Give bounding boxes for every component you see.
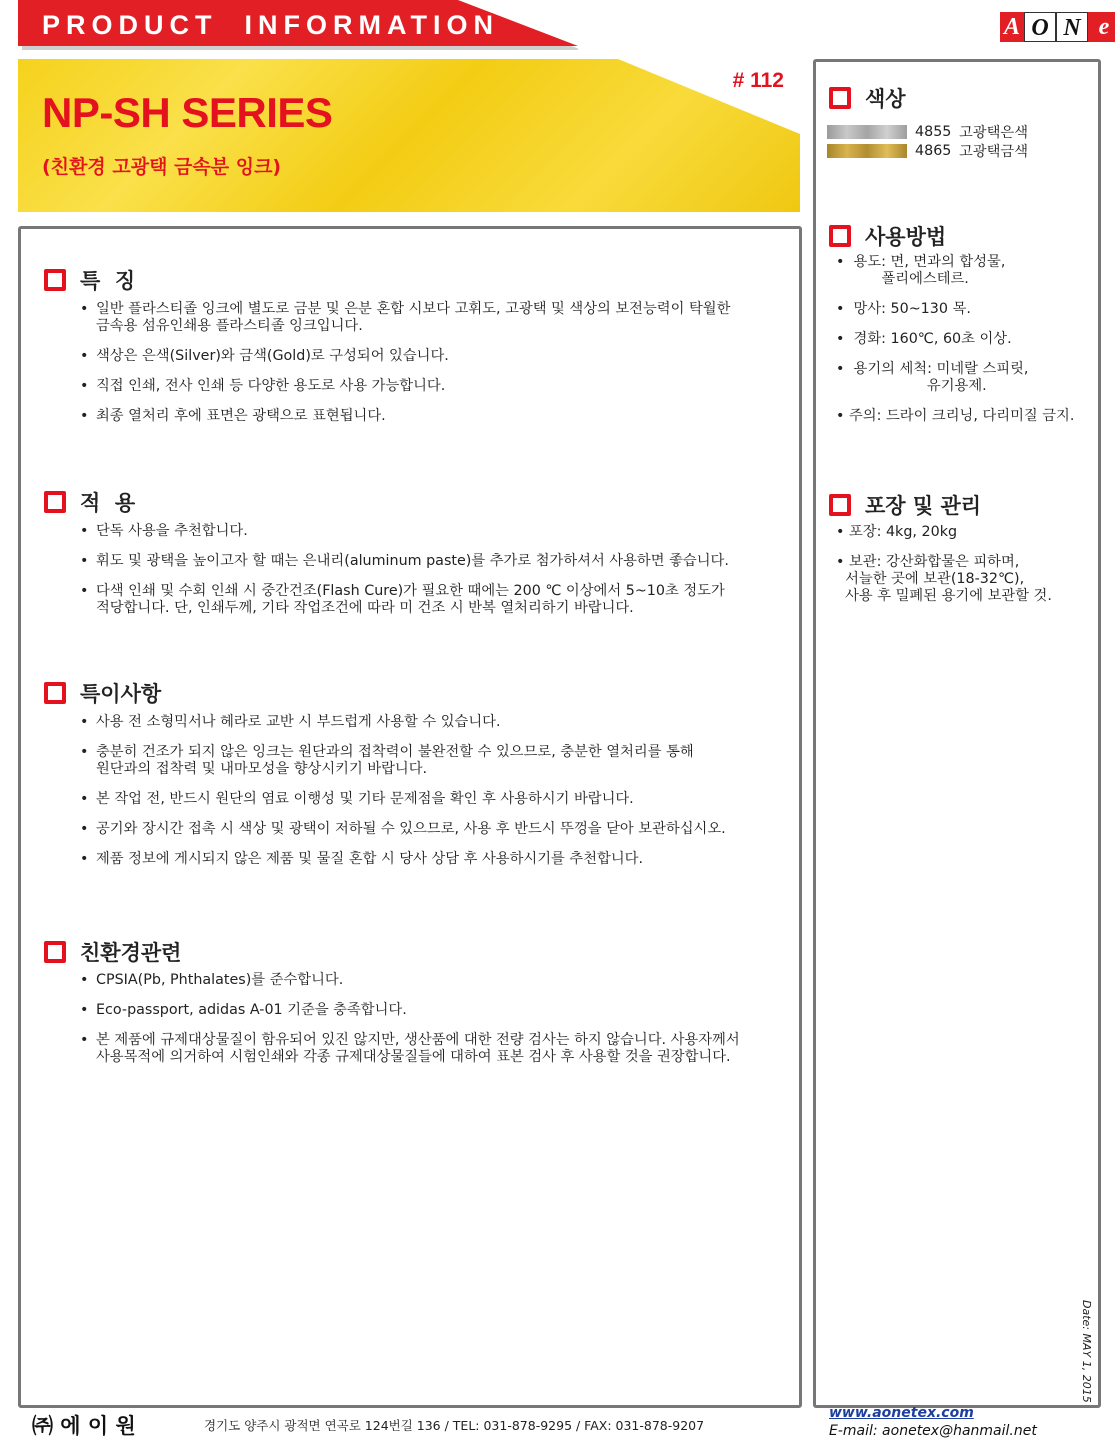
product-title: NP-SH SERIES <box>42 89 333 136</box>
logo-letter-o: O <box>1024 12 1056 42</box>
features-heading <box>44 265 135 295</box>
packaging-heading <box>829 490 981 520</box>
red-square-icon <box>829 494 851 516</box>
list-item: • 본 작업 전, 반드시 원단의 염료 이행성 및 기타 문제점을 확인 후 사용하시기 바랍니다. <box>80 791 780 808</box>
notes-heading <box>44 678 161 708</box>
color-code: 4855 <box>915 124 952 140</box>
list-item: • 직접 인쇄, 전사 인쇄 등 다양한 용도로 사용 가능합니다. <box>80 378 780 395</box>
color-code: 4865 <box>915 143 952 159</box>
list-item: • 최종 열처리 후에 표면은 광택으로 표현됩니다. <box>80 408 780 425</box>
list-item: • 경화: 160℃, 60초 이상. <box>836 331 1012 347</box>
eco-list <box>80 972 790 1079</box>
red-square-icon <box>829 225 851 247</box>
eco-title: 친환경관련 <box>80 941 182 965</box>
color-row-gold <box>827 141 1028 161</box>
red-square-icon <box>44 491 66 513</box>
list-item: • 본 제품에 규제대상물질이 함유되어 있진 않지만, 생산품에 대한 전량 검사는 하지 않습니다. 사용자께서 사용목적에 의거하여 시험인쇄와 각종 규제대상물질들에 대하여 표본 검사 후 사용할 것을 권장합니다. <box>80 1032 790 1066</box>
gold-swatch <box>827 144 907 158</box>
issue-date: Date: MAY 1, 2015 <box>1080 1300 1093 1403</box>
company-name: ㈜ 에 이 원 <box>32 1414 136 1438</box>
usage-heading <box>829 221 946 251</box>
notes-title: 특이사항 <box>80 682 162 706</box>
application-list <box>80 523 780 630</box>
application-title: 적 용 <box>80 491 136 515</box>
list-item: • 용기의 세척: 미네랄 스피릿, 유기용제. <box>836 361 1029 394</box>
application-heading <box>44 487 135 517</box>
website-link[interactable]: www.aonetex.com <box>829 1405 974 1421</box>
color-row-silver <box>827 122 1028 142</box>
company-address: 경기도 양주시 광적면 연곡로 124번길 136 / TEL: 031-878-9295 / FAX: 031-878-9207 <box>204 1418 705 1433</box>
packaging-list <box>836 524 1052 618</box>
colors-title: 색상 <box>865 87 906 111</box>
silver-swatch <box>827 125 907 139</box>
email-address: E-mail: aonetex@hanmail.net <box>829 1423 1037 1439</box>
list-item: • 색상은 은색(Silver)와 금색(Gold)로 구성되어 있습니다. <box>80 348 780 365</box>
list-item: • 주의: 드라이 크리닝, 다리미질 금지. <box>836 408 1075 424</box>
red-square-icon <box>829 87 851 109</box>
usage-title: 사용방법 <box>865 225 947 249</box>
list-item: • 포장: 4kg, 20kg <box>836 524 958 540</box>
packaging-title: 포장 및 관리 <box>865 494 982 518</box>
red-square-icon <box>44 682 66 704</box>
list-item: • 다색 인쇄 및 수회 인쇄 시 중간건조(Flash Cure)가 필요한 때에는 200 ℃ 이상에서 5~10초 정도가 적당합니다. 단, 인쇄두께, 기타 작업조건에 따라 미 건조 시 반복 열처리하기 바랍니다. <box>80 583 780 617</box>
list-item: • 망사: 50~130 목. <box>836 301 971 317</box>
hero-panel <box>18 59 800 212</box>
color-name: 고광택은색 <box>959 125 1029 141</box>
color-name: 고광택금색 <box>959 144 1029 160</box>
banner-title: PRODUCT INFORMATION <box>42 10 499 40</box>
logo-letter-e: e <box>1088 12 1115 42</box>
list-item: • 일반 플라스티졸 잉크에 별도로 금분 및 은분 혼합 시보다 고휘도, 고광택 및 색상의 보전능력이 탁월한 금속용 섬유인쇄용 플라스티졸 잉크입니다. <box>80 301 780 335</box>
list-item: • 보관: 강산화합물은 피하며, 서늘한 곳에 보관(18-32℃), 사용 후 밀폐된 용기에 보관할 것. <box>836 554 1052 604</box>
list-item: • Eco-passport, adidas A-01 기준을 충족합니다. <box>80 1002 790 1019</box>
product-subtitle: (친환경 고광택 금속분 잉크) <box>42 156 282 178</box>
eco-heading <box>44 937 181 967</box>
colors-heading <box>829 83 906 113</box>
logo-letter-n: N <box>1056 12 1088 42</box>
usage-list <box>836 254 1074 438</box>
product-code: # 112 <box>732 69 784 92</box>
list-item: • 공기와 장시간 접촉 시 색상 및 광택이 저하될 수 있으므로, 사용 후 반드시 뚜껑을 닫아 보관하십시오. <box>80 821 780 838</box>
features-title: 특 징 <box>80 269 136 293</box>
list-item: • 충분히 건조가 되지 않은 잉크는 원단과의 접착력이 불완전할 수 있으므로, 충분한 열처리를 통해 원단과의 접착력 및 내마모성을 향상시키기 바랍니다. <box>80 744 780 778</box>
logo-letter-a: A <box>1000 12 1024 42</box>
features-list <box>80 301 780 438</box>
list-item: • 제품 정보에 게시되지 않은 제품 및 물질 혼합 시 당사 상담 후 사용하시기를 추천합니다. <box>80 851 780 868</box>
red-square-icon <box>44 941 66 963</box>
list-item: • 휘도 및 광택을 높이고자 할 때는 은내리(aluminum paste)를 추가로 첨가하셔서 사용하면 좋습니다. <box>80 553 780 570</box>
list-item: • 용도: 면, 면과의 합성물, 폴리에스테르. <box>836 254 1006 287</box>
aone-logo <box>1000 12 1115 42</box>
list-item: • 사용 전 소형믹서나 헤라로 교반 시 부드럽게 사용할 수 있습니다. <box>80 714 780 731</box>
list-item: • CPSIA(Pb, Phthalates)를 준수합니다. <box>80 972 790 989</box>
red-square-icon <box>44 269 66 291</box>
notes-list <box>80 714 780 881</box>
list-item: • 단독 사용을 추천합니다. <box>80 523 780 540</box>
